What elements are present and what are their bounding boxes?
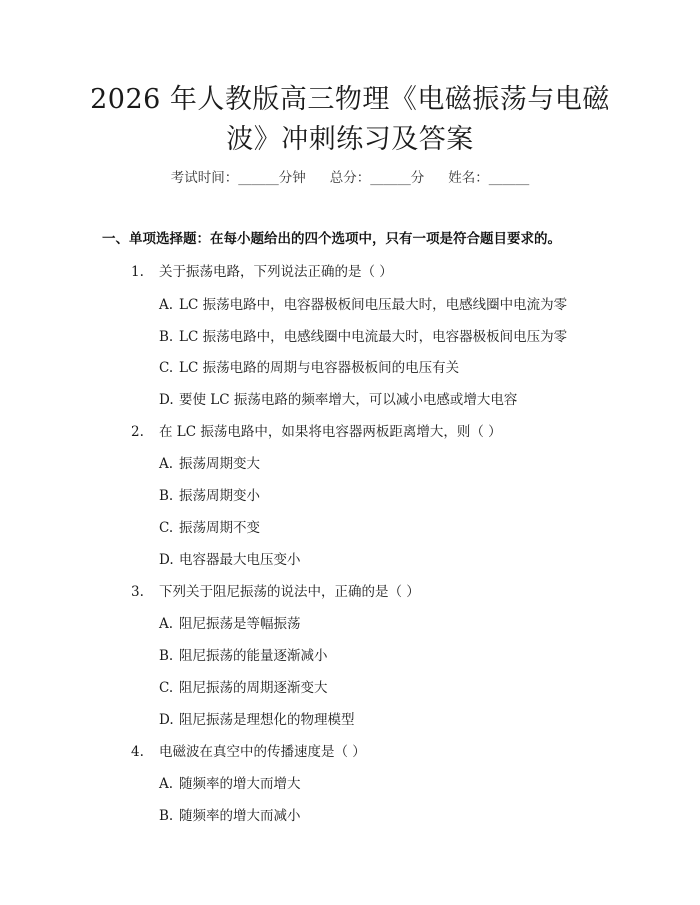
question-text: 电磁波在真空中的传播速度是（ ） [159, 744, 366, 760]
option-text: 电容器最大电压变小 [179, 552, 301, 568]
option-item [159, 550, 301, 570]
option-text: 随频率的增大而增大 [179, 776, 301, 792]
option-text: 要使 LC 振荡电路的频率增大，可以减小电感或增大电容 [179, 392, 518, 408]
option-text: 阻尼振荡是等幅振荡 [179, 616, 301, 632]
question-number: 4. [131, 744, 144, 760]
option-item [159, 295, 567, 315]
option-item [159, 774, 301, 794]
option-item [159, 454, 260, 474]
option-letter: D. [159, 552, 174, 568]
title-line-1: 2026 年人教版高三物理《电磁振荡与电磁 [90, 84, 610, 115]
question-number: 3. [131, 584, 144, 600]
option-item [159, 358, 459, 378]
option-text: 振荡周期变小 [179, 488, 260, 504]
option-item [159, 678, 328, 698]
question-stem [131, 262, 393, 282]
option-item [159, 614, 301, 634]
title-line-2: 波》冲刺练习及答案 [226, 124, 474, 155]
option-letter: D. [159, 392, 174, 408]
option-item [159, 518, 260, 538]
option-letter: B. [159, 329, 174, 345]
exam-score: 总分：______分 [329, 170, 425, 186]
option-item [159, 486, 260, 506]
question-number: 2. [131, 424, 144, 440]
question-text: 下列关于阻尼振荡的说法中，正确的是（ ） [159, 584, 420, 600]
question-stem [131, 422, 502, 442]
option-text: 阻尼振荡是理想化的物理模型 [179, 712, 355, 728]
question-text: 在 LC 振荡电路中，如果将电容器两板距离增大，则（ ） [159, 424, 502, 440]
question-stem [131, 582, 420, 602]
option-letter: A. [159, 456, 174, 472]
option-text: LC 振荡电路中，电容器极板间电压最大时，电感线圈中电流为零 [179, 297, 568, 313]
option-letter: B. [159, 488, 174, 504]
option-item [159, 806, 301, 826]
option-letter: C. [159, 680, 174, 696]
option-text: 随频率的增大而减小 [179, 808, 301, 824]
question-stem [131, 742, 366, 762]
option-letter: B. [159, 808, 174, 824]
question-text: 关于振荡电路，下列说法正确的是（ ） [159, 264, 393, 280]
option-text: LC 振荡电路的周期与电容器极板间的电压有关 [179, 360, 460, 376]
option-letter: C. [159, 520, 174, 536]
question-number: 1. [131, 264, 144, 280]
option-text: 阻尼振荡的能量逐渐减小 [179, 648, 328, 664]
option-letter: A. [159, 776, 174, 792]
option-letter: C. [159, 360, 174, 376]
option-letter: D. [159, 712, 174, 728]
option-letter: A. [159, 616, 174, 632]
option-letter: A. [159, 297, 174, 313]
exam-time: 考试时间：______分钟 [170, 170, 306, 186]
student-name: 姓名：______ [448, 170, 530, 186]
option-text: LC 振荡电路中，电感线圈中电流最大时，电容器极板间电压为零 [179, 329, 568, 345]
option-item [159, 710, 355, 730]
option-item [159, 390, 517, 410]
section-heading: 一、单项选择题：在每小题给出的四个选项中，只有一项是符合题目要求的。 [102, 231, 561, 247]
option-letter: B. [159, 648, 174, 664]
option-item [159, 327, 567, 347]
document-title [60, 80, 640, 160]
option-text: 振荡周期变大 [179, 456, 260, 472]
exam-meta [0, 168, 700, 188]
option-item [159, 646, 328, 666]
option-text: 阻尼振荡的周期逐渐变大 [179, 680, 328, 696]
option-text: 振荡周期不变 [179, 520, 260, 536]
